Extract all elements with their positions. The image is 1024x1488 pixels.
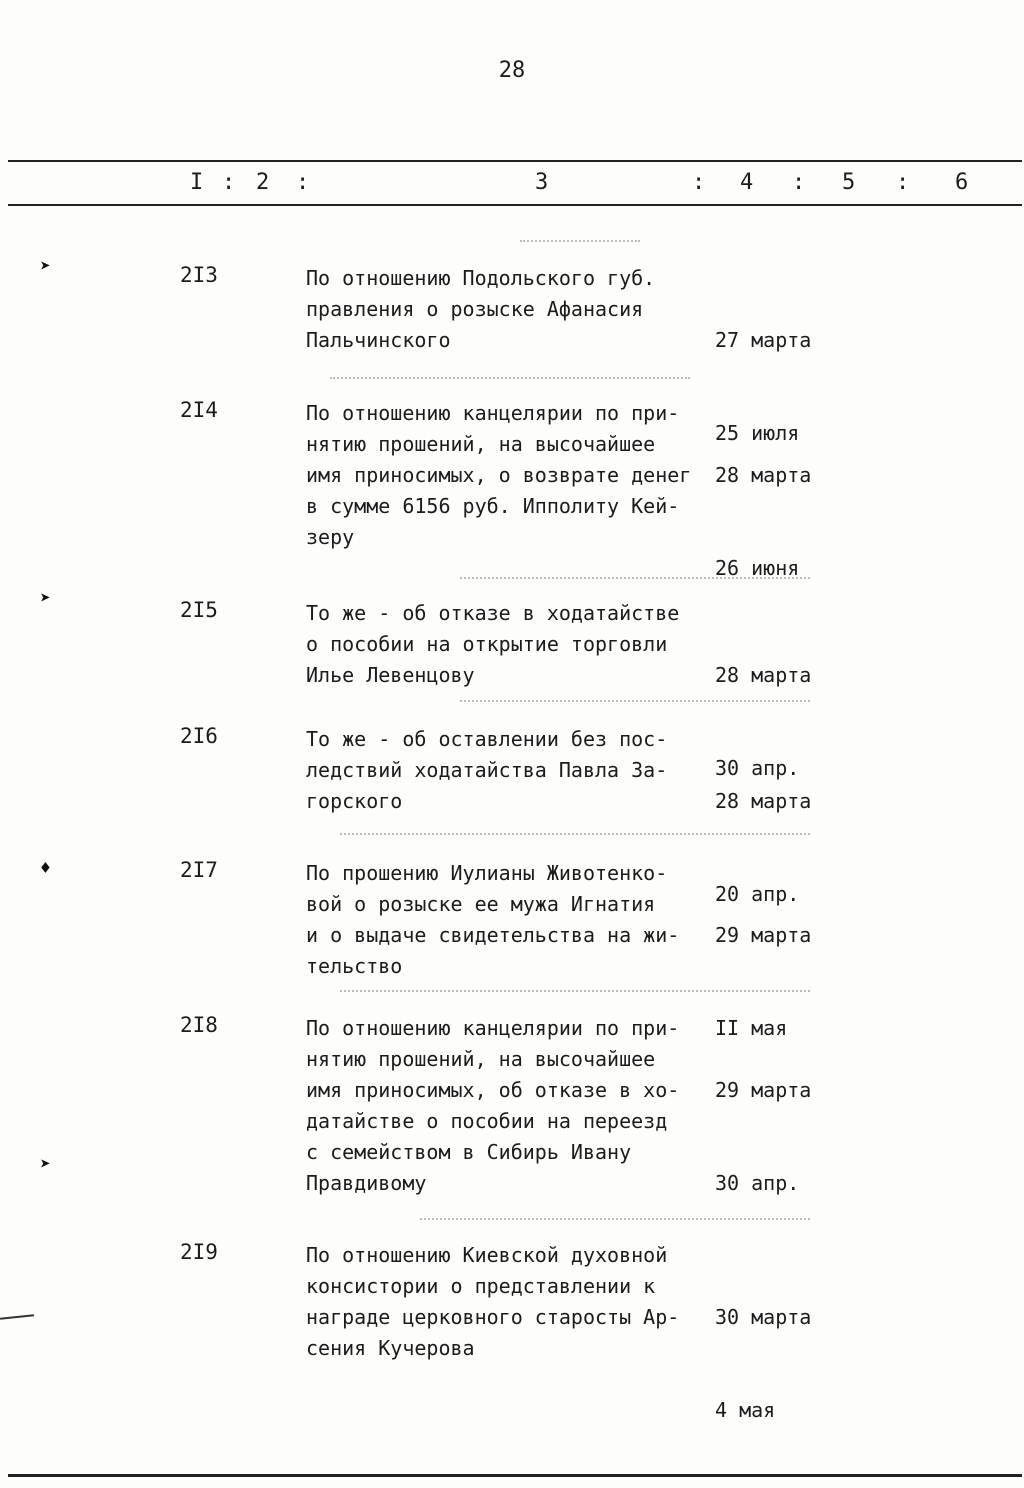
entry-description [306, 1013, 706, 1199]
entry-description [306, 598, 706, 691]
end-date: 20 апр. [715, 882, 800, 906]
description-line: о пособии на открытие торговли [306, 632, 668, 656]
entry-description [306, 858, 706, 982]
column-separator: : [792, 170, 806, 195]
entry-number: 2I7 [180, 858, 218, 882]
page-number: 28 [498, 58, 526, 83]
description-line: имя приносимых, о возврате денег [306, 463, 692, 487]
start-date: 27 марта [715, 328, 812, 352]
description-line: нятию прошений, на высочайшее [306, 1047, 656, 1071]
column-header-6: 6 [955, 170, 969, 195]
description-line: с семейством в Сибирь Ивану [306, 1140, 632, 1164]
end-date: 30 апр. [715, 756, 800, 780]
entry-number: 2I8 [180, 1013, 218, 1037]
entry-dates [715, 1240, 811, 1488]
description-line: и о выдаче свидетельства на жи- [306, 923, 680, 947]
margin-mark-icon: ♦ [40, 858, 51, 879]
description-line: По отношению канцелярии по при- [306, 1016, 680, 1040]
description-line: в сумме 6156 руб. Ипполиту Кей- [306, 494, 680, 518]
end-date: 26 июня [715, 556, 800, 580]
description-line: правления о розыске Афанасия [306, 297, 644, 321]
description-line: имя приносимых, об отказе в хо- [306, 1078, 680, 1102]
start-date: 29 марта [715, 923, 812, 947]
description-line: По отношению Подольского губ. [306, 266, 656, 290]
scan-dots [520, 240, 640, 242]
description-line: горского [306, 789, 403, 813]
entry-dates [715, 1013, 811, 1261]
description-line: То же - об оставлении без пос- [306, 727, 668, 751]
description-line: тельство [306, 954, 403, 978]
end-date: II мая [715, 1016, 788, 1040]
description-line: сения Кучерова [306, 1336, 475, 1360]
margin-mark-icon: ➤ [40, 1154, 51, 1175]
scan-dots [330, 377, 690, 379]
start-date: 28 марта [715, 463, 812, 487]
description-line: По отношению канцелярии по при- [306, 401, 680, 425]
description-line: нятию прошений, на высочайшее [306, 432, 656, 456]
description-line: награде церковного старосты Ар- [306, 1305, 680, 1329]
margin-dash-mark [0, 1314, 34, 1320]
entry-description [306, 1240, 706, 1364]
entry-number: 2I9 [180, 1240, 218, 1264]
start-date: 29 марта [715, 1078, 812, 1102]
description-line: Илье Левенцову [306, 663, 475, 687]
margin-mark-icon: ➤ [40, 588, 51, 609]
description-line: датайстве о пособии на переезд [306, 1109, 668, 1133]
description-line: зеру [306, 525, 355, 549]
column-header-2: 2 [256, 170, 270, 195]
description-line: По отношению Киевской духовной [306, 1243, 668, 1267]
description-line: ледствий ходатайства Павла За- [306, 758, 668, 782]
column-separator: : [296, 170, 310, 195]
start-date: 28 марта [715, 663, 812, 687]
entry-number: 2I3 [180, 263, 218, 287]
start-date: 30 марта [715, 1305, 812, 1329]
end-date: 30 апр. [715, 1171, 800, 1195]
description-line: Пальчинского [306, 328, 451, 352]
column-header-5: 5 [842, 170, 856, 195]
header-top-rule [8, 160, 1022, 162]
description-line: По прошению Иулианы Животенко- [306, 861, 668, 885]
entry-description [306, 724, 706, 817]
column-header-3: 3 [535, 170, 549, 195]
header-bottom-rule [8, 204, 1022, 206]
column-separator: : [692, 170, 706, 195]
entry-number: 2I4 [180, 398, 218, 422]
entry-number: 2I5 [180, 598, 218, 622]
column-header-1: I [190, 170, 204, 195]
entry-number: 2I6 [180, 724, 218, 748]
end-date: 25 июля [715, 421, 800, 445]
column-separator: : [896, 170, 910, 195]
entry-description [306, 263, 706, 356]
footer-rule [8, 1474, 1022, 1477]
end-date: 4 мая [715, 1398, 776, 1422]
entry-description [306, 398, 706, 553]
description-line: То же - об отказе в ходатайстве [306, 601, 680, 625]
column-header-4: 4 [740, 170, 754, 195]
description-line: консистории о представлении к [306, 1274, 656, 1298]
start-date: 28 марта [715, 789, 812, 813]
description-line: Правдивому [306, 1171, 427, 1195]
description-line: вой о розыске ее мужа Игнатия [306, 892, 656, 916]
margin-mark-icon: ➤ [40, 256, 51, 277]
column-separator: : [222, 170, 236, 195]
